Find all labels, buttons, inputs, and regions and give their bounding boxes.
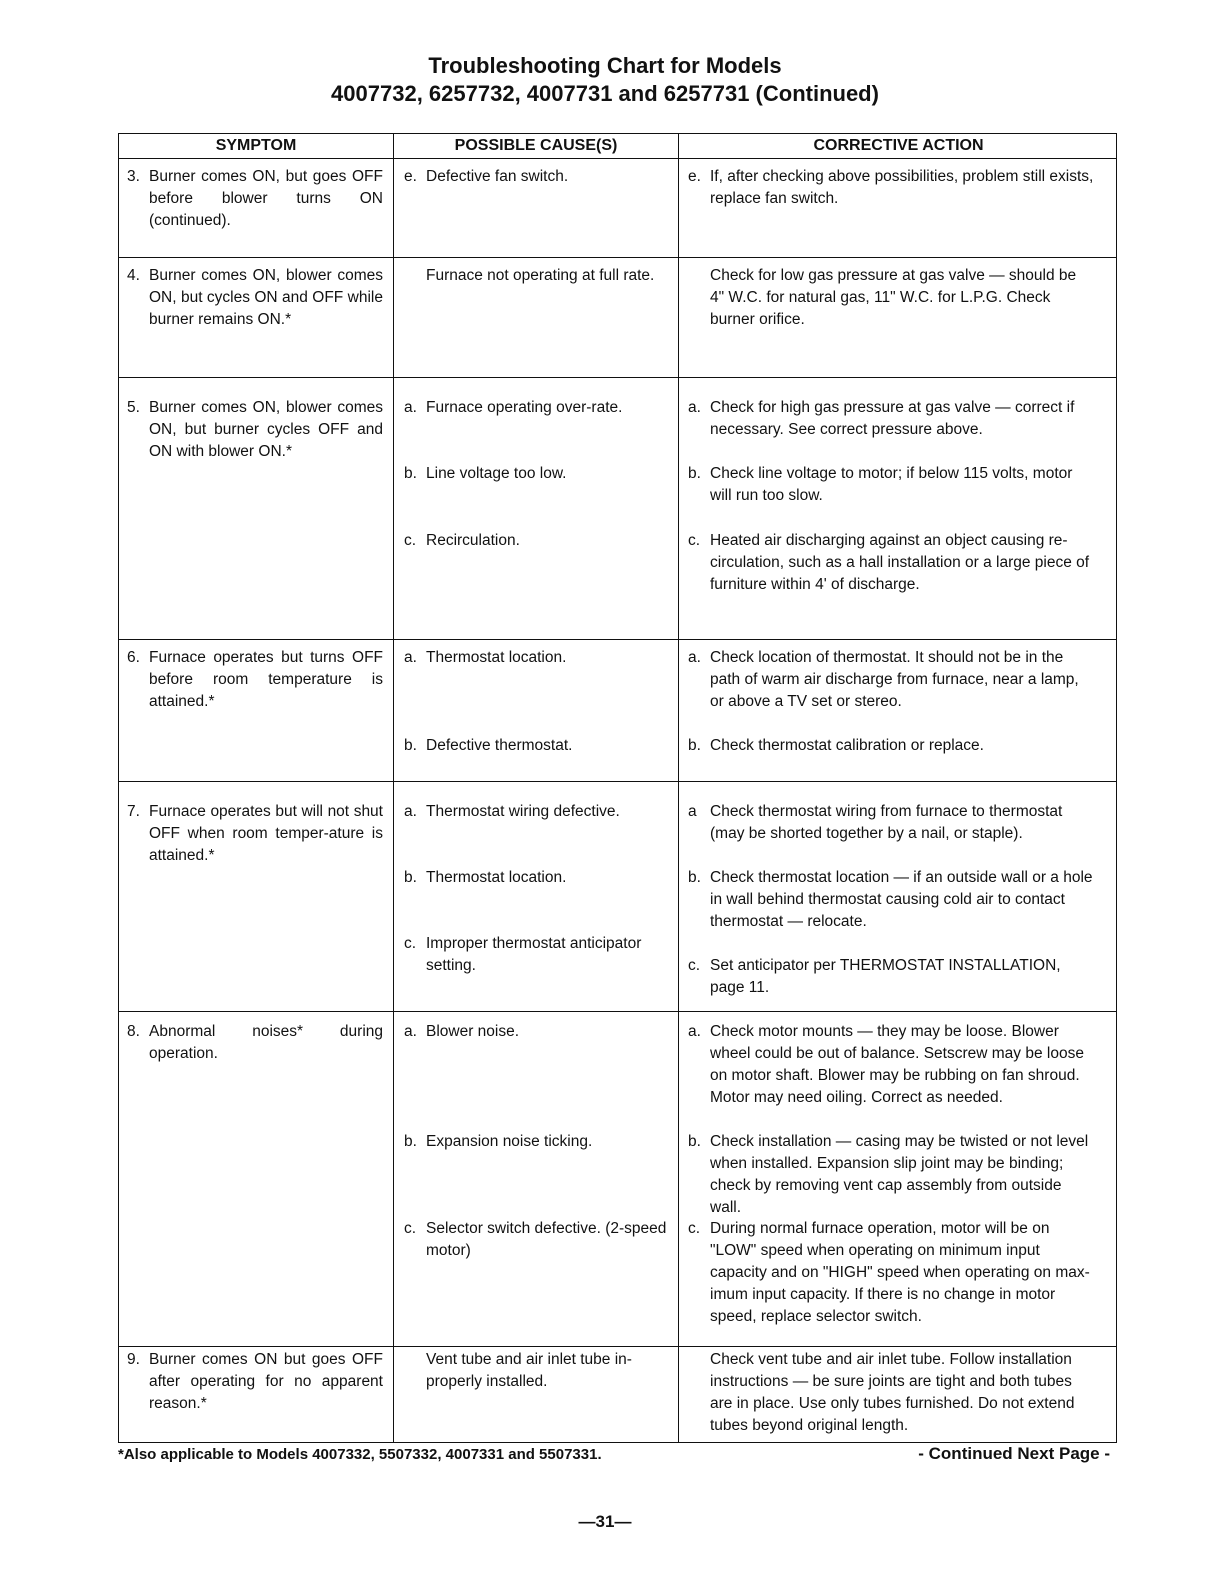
cause-cell	[404, 530, 670, 552]
action-letter: c.	[688, 1220, 701, 1237]
cause-letter: a.	[404, 1023, 417, 1040]
action-text: Check for high gas pressure at gas valve — correct if necessary. See correct pressure above.	[710, 399, 1075, 438]
action-cell	[688, 397, 1094, 441]
cause-cell	[404, 735, 670, 757]
cause-cell	[404, 463, 670, 485]
cause-cell	[404, 1349, 670, 1393]
cause-cell	[404, 801, 670, 823]
symptom-number: 7.	[127, 803, 140, 820]
cause-cell	[404, 933, 670, 977]
symptom-text: Burner comes ON, blower comes ON, but burner cycles OFF and ON with blower ON.*	[149, 399, 383, 460]
symptom-number: 5.	[127, 399, 140, 416]
action-text: Check line voltage to motor; if below 115 volts, motor will run too slow.	[710, 465, 1073, 504]
cause-cell	[404, 647, 670, 669]
cause-cell	[404, 397, 670, 419]
cause-cell	[404, 1131, 670, 1153]
cause-text: Thermostat location.	[426, 869, 567, 886]
action-cell	[688, 1349, 1094, 1437]
header-action: CORRECTIVE ACTION	[813, 137, 984, 154]
action-letter: a	[688, 803, 697, 820]
cause-text: Recirculation.	[426, 532, 520, 549]
row-divider	[119, 257, 1116, 258]
action-cell	[688, 1021, 1094, 1109]
cause-letter: a.	[404, 803, 417, 820]
action-cell	[688, 867, 1094, 933]
action-cell	[688, 735, 1094, 757]
action-text: During normal furnace operation, motor will be on "LOW" speed when operating on minimum input capacity and on "HIGH" speed when operating on max-imum input capacity. If there is no change in motor speed, replace selector switch.	[710, 1220, 1090, 1325]
cause-text: Thermostat wiring defective.	[426, 803, 620, 820]
row-divider	[119, 377, 1116, 378]
symptom-number: 6.	[127, 649, 140, 666]
cause-text: Expansion noise ticking.	[426, 1133, 593, 1150]
action-cell	[688, 647, 1094, 713]
action-cell	[688, 463, 1094, 507]
action-cell	[688, 1131, 1094, 1219]
symptom-text: Burner comes ON but goes OFF after operating for no apparent reason.*	[149, 1351, 383, 1412]
cause-text: Improper thermostat anticipator setting.	[426, 935, 642, 974]
cause-letter: b.	[404, 869, 417, 886]
action-letter: b.	[688, 465, 701, 482]
cause-text: Thermostat location.	[426, 649, 567, 666]
cause-text: Defective fan switch.	[426, 168, 569, 185]
action-text: Check installation — casing may be twisted or not level when installed. Expansion slip joint may be binding; check by removing vent cap assembly from outside wall.	[710, 1133, 1089, 1216]
row-divider	[119, 1346, 1116, 1347]
cause-letter: b.	[404, 1133, 417, 1150]
symptom-text: Burner comes ON, but goes OFF before blower turns ON (continued).	[149, 168, 383, 229]
column-divider	[678, 134, 679, 1442]
cause-text: Selector switch defective. (2-speed motor)	[426, 1220, 667, 1259]
action-text: If, after checking above possibilities, problem still exists, replace fan switch.	[710, 168, 1094, 207]
action-text: Check thermostat wiring from furnace to thermostat (may be shorted together by a nail, or staple).	[710, 803, 1063, 842]
symptom-cell	[127, 397, 383, 463]
action-letter	[688, 1349, 710, 1437]
cause-letter	[404, 265, 426, 287]
action-text: Heated air discharging against an object causing re-circulation, such as a hall installation or a large piece of furniture within 4' of discharge.	[710, 532, 1090, 593]
symptom-cell	[127, 166, 383, 232]
cause-cell	[404, 166, 670, 188]
footnote: *Also applicable to Models 4007332, 5507332, 4007331 and 5507331.	[118, 1446, 602, 1463]
cause-text: Defective thermostat.	[426, 737, 573, 754]
column-divider	[393, 134, 394, 1442]
action-text: Check thermostat calibration or replace.	[710, 737, 984, 754]
cause-letter: a.	[404, 399, 417, 416]
symptom-number: 8.	[127, 1023, 140, 1040]
cause-text: Blower noise.	[426, 1023, 520, 1040]
action-text: Check motor mounts — they may be loose. Blower wheel could be out of balance. Setscrew may be loose on motor shaft. Blower may be rubbing on fan shroud. Motor may need oiling. Correct as needed.	[710, 1023, 1084, 1106]
action-text: Check for low gas pressure at gas valve — should be 4" W.C. for natural gas, 11" W.C. for L.P.G. Check burner orifice.	[710, 267, 1077, 328]
continued-note: - Continued Next Page -	[918, 1444, 1110, 1463]
cause-cell	[404, 1021, 670, 1043]
cause-text: Line voltage too low.	[426, 465, 567, 482]
symptom-text: Abnormal noises* during operation.	[149, 1023, 383, 1062]
page-number: —31—	[578, 1512, 632, 1531]
cause-text: Furnace not operating at full rate.	[426, 267, 655, 284]
action-letter: a.	[688, 649, 701, 666]
symptom-cell	[127, 1349, 383, 1415]
cause-text: Vent tube and air inlet tube in-properly installed.	[426, 1351, 632, 1390]
cause-letter: e.	[404, 168, 417, 185]
action-letter: c.	[688, 957, 701, 974]
action-cell	[688, 265, 1094, 331]
action-text: Set anticipator per THERMOSTAT INSTALLATION, page 11.	[710, 957, 1061, 996]
header-divider	[119, 158, 1116, 159]
action-text: Check vent tube and air inlet tube. Follow installation instructions — be sure joints are tight and both tubes are in place. Use only tubes furnished. Do not extend tubes beyond original length.	[710, 1351, 1075, 1434]
header-symptom: SYMPTOM	[215, 137, 297, 154]
symptom-number: 3.	[127, 168, 140, 185]
action-letter: c.	[688, 532, 701, 549]
symptom-text: Burner comes ON, blower comes ON, but cycles ON and OFF while burner remains ON.*	[149, 267, 383, 328]
row-divider	[119, 1011, 1116, 1012]
symptom-cell	[127, 801, 383, 867]
cause-letter: b.	[404, 465, 417, 482]
action-text: Check location of thermostat. It should not be in the path of warm air discharge from furnace, near a lamp, or above a TV set or stereo.	[710, 649, 1079, 710]
row-divider	[119, 781, 1116, 782]
cause-cell	[404, 1218, 670, 1262]
cause-letter: a.	[404, 649, 417, 666]
cause-text: Furnace operating over-rate.	[426, 399, 623, 416]
cause-letter	[404, 1349, 426, 1393]
header-cause: POSSIBLE CAUSE(S)	[454, 137, 618, 154]
cause-letter: c.	[404, 935, 417, 952]
action-letter: b.	[688, 869, 701, 886]
action-cell	[688, 166, 1094, 210]
action-letter: b.	[688, 1133, 701, 1150]
title-line-1: Troubleshooting Chart for Models	[428, 53, 782, 78]
troubleshooting-table	[118, 133, 1117, 1443]
symptom-number: 9.	[127, 1351, 140, 1368]
action-cell	[688, 801, 1094, 845]
action-text: Check thermostat location — if an outside wall or a hole in wall behind thermostat causing cold air to contact thermostat — relocate.	[710, 869, 1093, 930]
action-cell	[688, 1218, 1094, 1328]
row-divider	[119, 639, 1116, 640]
action-letter: e.	[688, 168, 701, 185]
symptom-cell	[127, 647, 383, 713]
cause-letter: b.	[404, 737, 417, 754]
action-letter: a.	[688, 1023, 701, 1040]
symptom-cell	[127, 1021, 383, 1065]
action-cell	[688, 955, 1094, 999]
cause-cell	[404, 265, 670, 287]
cause-letter: c.	[404, 1220, 417, 1237]
action-cell	[688, 530, 1094, 596]
action-letter	[688, 265, 710, 331]
action-letter: b.	[688, 737, 701, 754]
symptom-number: 4.	[127, 267, 140, 284]
page-title	[0, 52, 1210, 108]
action-letter: a.	[688, 399, 701, 416]
cause-letter: c.	[404, 532, 417, 549]
title-line-2: 4007732, 6257732, 4007731 and 6257731 (Continued)	[331, 81, 879, 106]
symptom-text: Furnace operates but will not shut OFF when room temper-ature is attained.*	[149, 803, 383, 864]
cause-cell	[404, 867, 670, 889]
symptom-cell	[127, 265, 383, 331]
symptom-text: Furnace operates but turns OFF before room temperature is attained.*	[149, 649, 383, 710]
